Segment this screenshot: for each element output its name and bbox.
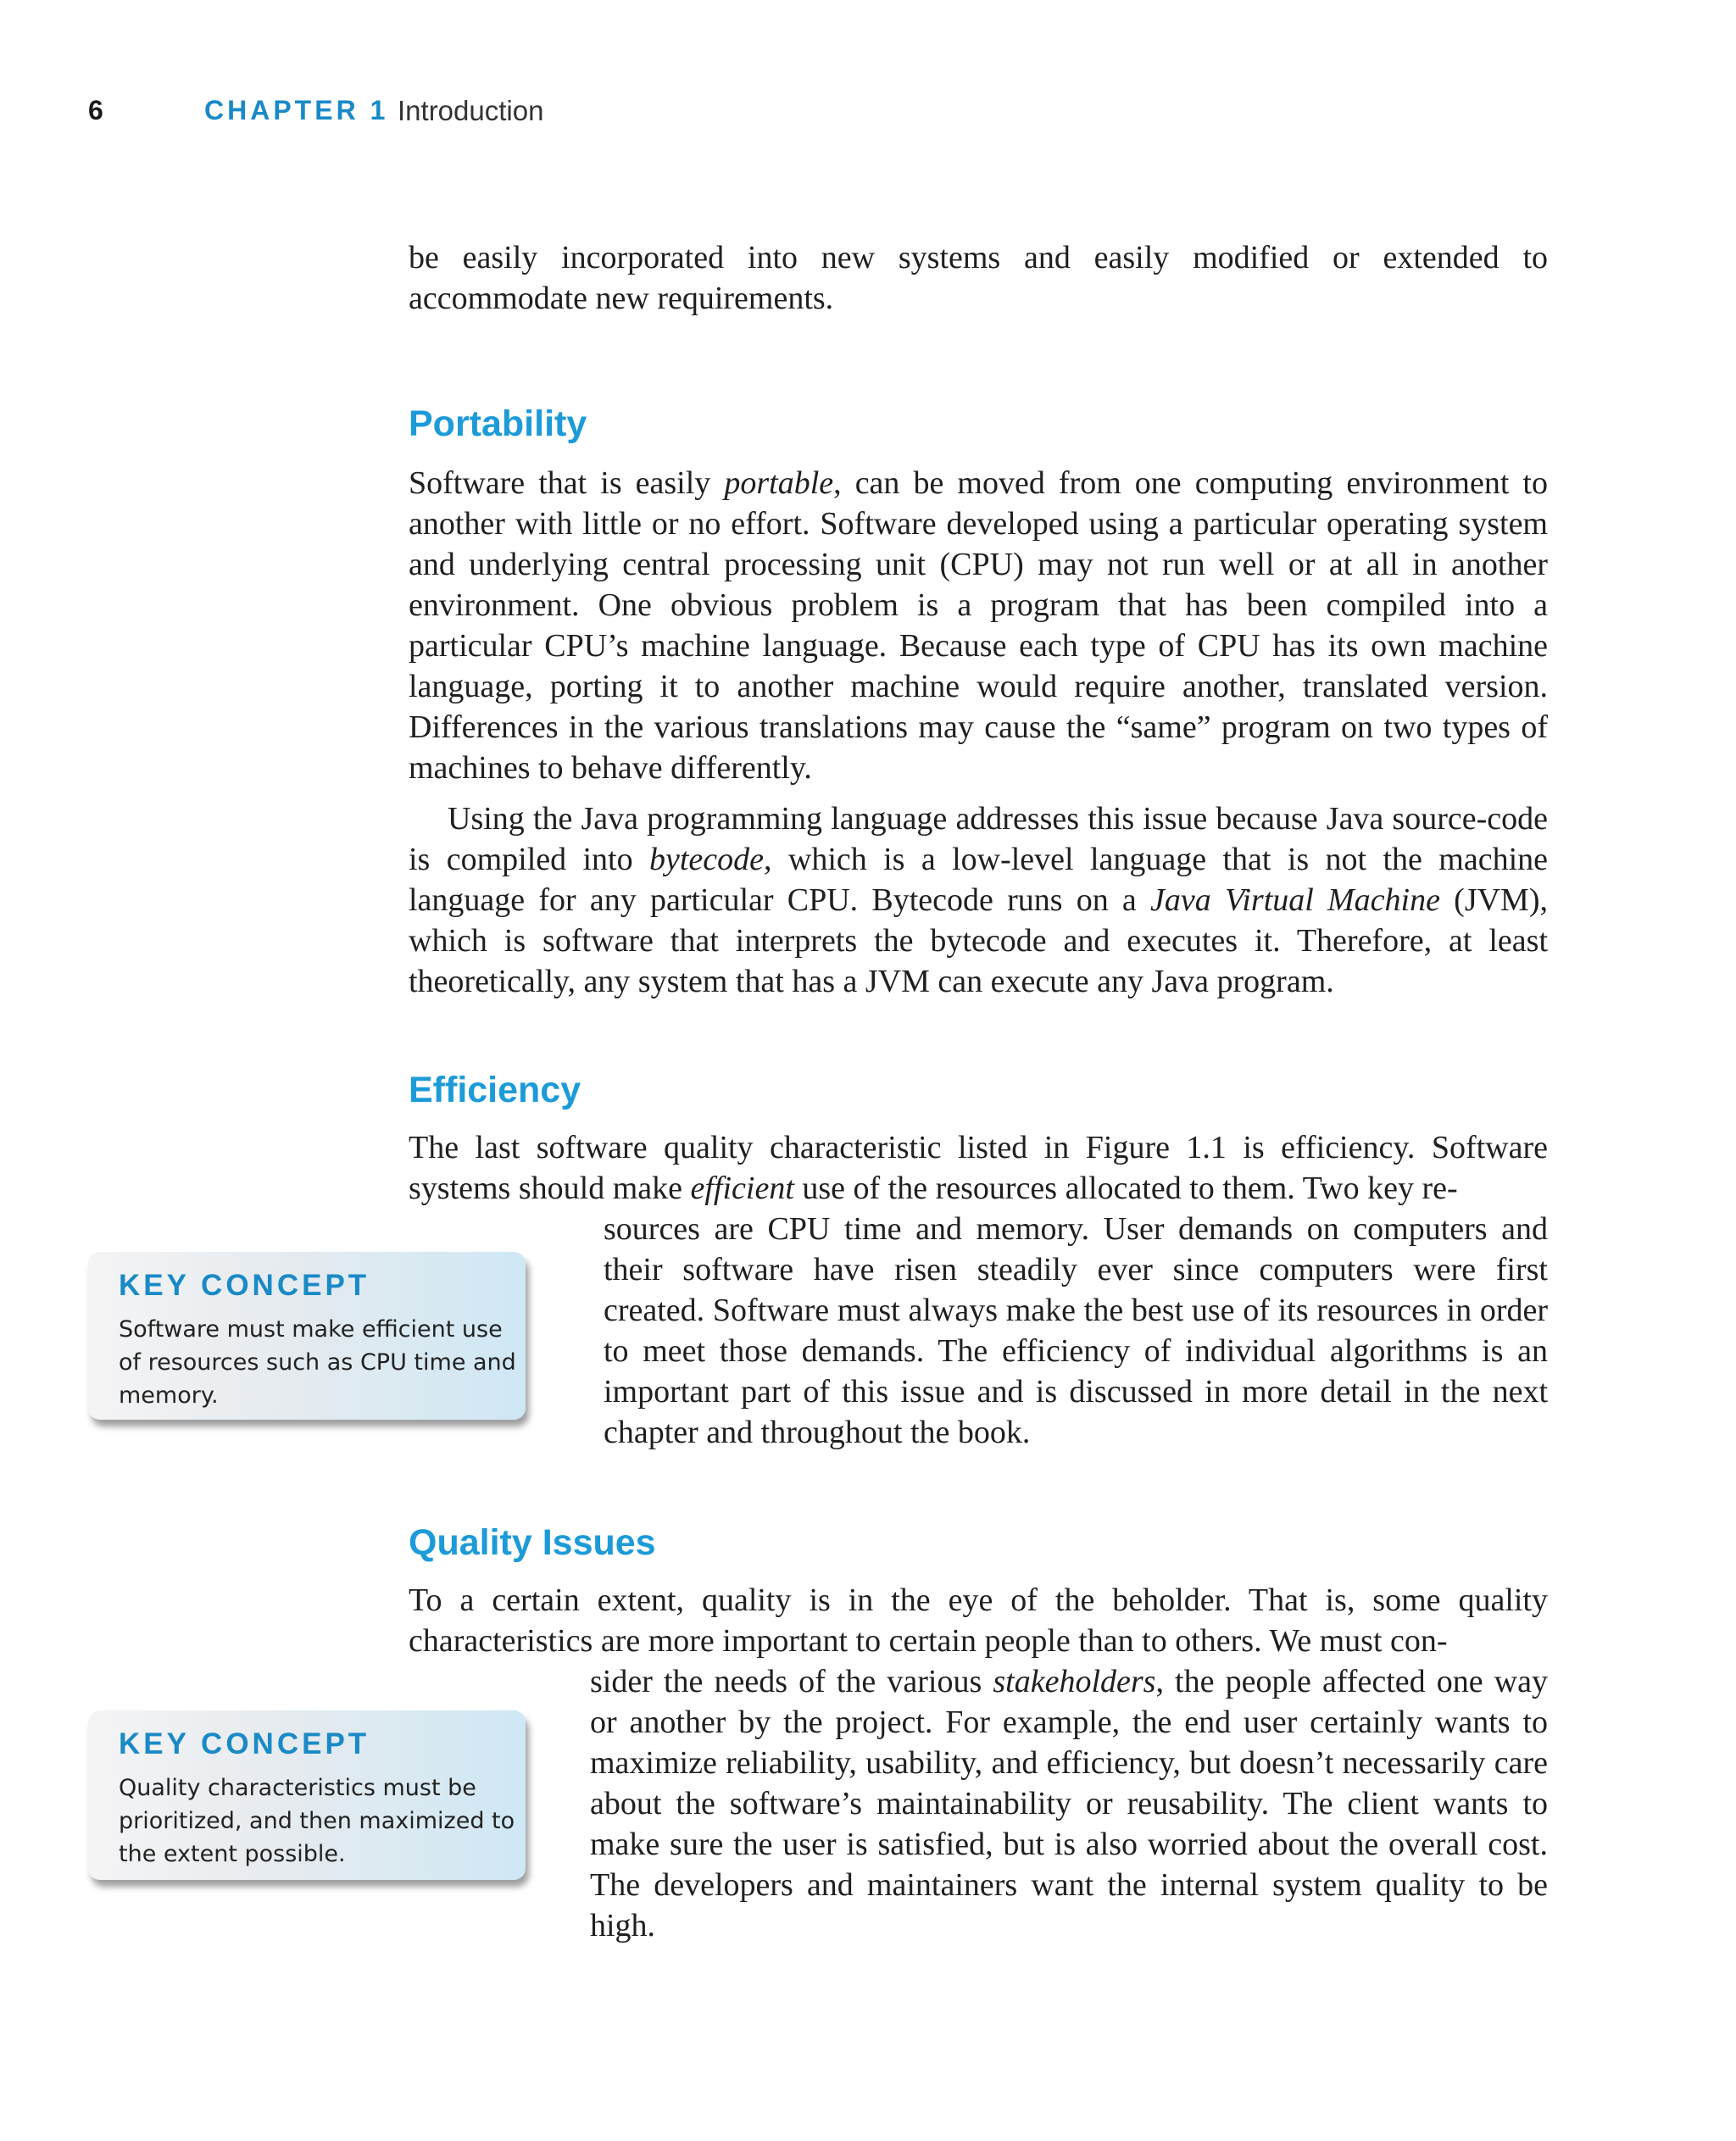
efficiency-paragraph-lead: The last software quality characteristic listed in Figure 1.1 is efficiency. Software systems should make efficient use of the resources allocated to them. Two key re- [409, 1130, 1548, 1206]
quality-wrap: sider the needs of the various stakeholders, the people affected one way or another by the project. For example, the end user certainly wants to maximize reliability, usability, and efficiency, but doesn’t necessarily care about the software’s maintainability or reusability. The client wants to make sure the user is satisfied, but is also worried about the overall cost. The developers and maintainers want the internal system quality to be high. [590, 1664, 1548, 1944]
key-concept-text: Quality characteristics must be prioritized, and then maximized to the extent possible. [119, 1775, 515, 1867]
efficiency-lead [409, 1127, 1548, 1209]
key-concept-box [88, 1710, 526, 1880]
efficiency-wrap: sources are CPU time and memory. User demands on computers and their software have risen steadily ever since computers were first created. Software must always make the best use of its resources in order to meet those demands. The efficiency of individual algorithms is an important part of this issue and is discussed in more detail in the next chapter and throughout the book. [604, 1211, 1548, 1450]
running-header [0, 95, 1736, 137]
quality-issues-heading: Quality Issues [409, 1522, 656, 1563]
portability-paragraph-2: Using the Java programming language addresses this issue because Java source-code is compiled into bytecode, which is a low-level language that is not the machine language for any particular CPU. Bytecode runs on a Java Virtual Machine (JVM), which is software that interprets the bytecode and executes it. Therefore, at least theoretically, any system that has a JVM can execute any Java program. [409, 801, 1549, 999]
chapter-label: CHAPTER 1 [204, 95, 389, 125]
key-concept-title: KEY CONCEPT [119, 1727, 370, 1760]
efficiency-heading: Efficiency [409, 1070, 581, 1110]
key-concept-text: Software must make efficient use of resources such as CPU time and memory. [119, 1316, 516, 1409]
portability-body [409, 463, 1548, 1002]
portability-paragraph-1: Software that is easily portable, can be moved from one computing environment to another with little or no effort. Software developed using a particular operating system and underlying central processing unit (CPU) may not run well or at all in another environment. One obvious problem is a program that has been compiled into a particular CPU’s machine language. Because each type of CPU has its own machine language, porting it to another machine would require another, translated version. Differences in the various translations may cause the “same” program on two types of machines to behave differently. [409, 465, 1548, 786]
chapter-title: Introduction [398, 95, 544, 126]
portability-heading: Portability [409, 403, 587, 444]
key-concept-title: KEY CONCEPT [119, 1269, 370, 1302]
quality-lead: To a certain extent, quality is in the eye of the beholder. That is, some quality characteristics are more important to certain people than to others. We must con- [409, 1582, 1548, 1659]
page-number: 6 [88, 95, 103, 125]
key-concept-box [88, 1252, 526, 1420]
intro-paragraph: be easily incorporated into new systems and easily modified or extended to accommodate new requirements. [409, 240, 1548, 316]
